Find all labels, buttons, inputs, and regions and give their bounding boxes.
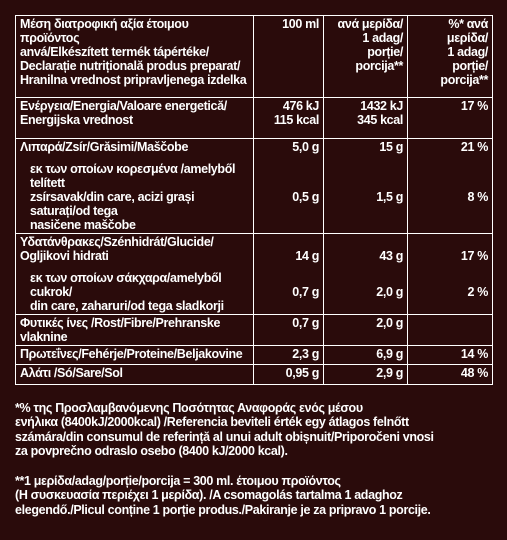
reference-intake-cell [408, 98, 493, 139]
nutrient-value: 14 g [295, 249, 319, 263]
header-pct: %* ανά μερίδα/ 1 adag/ porție/ porcija** [440, 17, 488, 87]
nutrient-value: 43 g [379, 249, 403, 263]
per-serving-cell [324, 234, 408, 315]
per100-cell [254, 346, 324, 365]
nutrient-value: 476 kJ [282, 99, 319, 113]
nutrient-row-fat [16, 139, 493, 234]
header-pct-cell [408, 16, 493, 98]
nutrient-value: 2,9 g [376, 366, 403, 380]
per100-cell [254, 234, 324, 315]
per100-cell [254, 315, 324, 346]
footer-note-reference-intake: *% της Προσλαμβανόμενης Ποσότητας Αναφοράς ενός μέσου ενήλικα (8400kJ/2000kcal) /Referencia beviteli érték egy átlagos felnőtt számára/din consumul de referință al unui adult obișnuit/Priporočeni vnosi za povprečno odraslo osebo (8400 kJ/2000 kcal). [15, 400, 434, 459]
header-per100: 100 ml [282, 17, 319, 31]
reference-intake-cell [408, 139, 493, 234]
header-name-cell [16, 16, 254, 98]
nutrient-row-protein [16, 346, 493, 365]
nutrient-label: Υδατάνθρακες/Szénhidrát/Glucide/ Ogljikovi hidrati [20, 235, 214, 263]
row-gap [258, 263, 319, 271]
per-serving-cell [324, 346, 408, 365]
nutrient-row-carbs [16, 234, 493, 315]
nutrient-row-salt [16, 365, 493, 385]
nutrient-row-energy [16, 98, 493, 139]
per100-cell [254, 365, 324, 385]
nutrient-label: Αλάτι /Só/Sare/Sol [20, 366, 123, 380]
nutrient-value: 1,5 g [376, 190, 403, 204]
nutrient-label: Energijska vrednost [20, 113, 133, 127]
reference-intake-cell [408, 365, 493, 385]
nutrient-value: 1432 kJ [360, 99, 403, 113]
row-gap [412, 263, 488, 271]
header-per100-cell [254, 16, 324, 98]
per-serving-cell [324, 98, 408, 139]
row-gap [412, 154, 488, 162]
header-serving-cell [324, 16, 408, 98]
nutrient-value: 0,95 g [285, 366, 319, 380]
nutrient-value: 5,0 g [292, 140, 319, 154]
header-serving: ανά μερίδα/ 1 adag/ porție/ porcija** [337, 17, 403, 73]
nutrient-value: 6,9 g [376, 347, 403, 361]
nutrient-row-fibre [16, 315, 493, 346]
header-row [16, 16, 493, 98]
footer-notes [15, 386, 495, 532]
nutrient-label: εκ των οποίων σάκχαρα/amelyből cukrok/ din care, zaharuri/od tega sladkorji [30, 271, 224, 313]
nutrient-value: 17 % [460, 249, 488, 263]
footer-note-serving-size: **1 μερίδα/adag/porție/porcija = 300 ml. έτοιμου προϊόντος (Η συσκευασία περιέχει 1 μερίδα). /A csomagolás tartalma 1 adaghoz elegendő./Plicul conține 1 porție produs./Pakiranje je za pripravo 1 porcije. [15, 473, 431, 517]
nutrient-value: 14 % [460, 347, 488, 361]
nutrient-value: 345 kcal [357, 113, 403, 127]
row-gap [328, 154, 403, 162]
nutrient-value: 15 g [379, 140, 403, 154]
reference-intake-cell [408, 315, 493, 346]
nutrient-value: 17 % [460, 99, 488, 113]
nutrient-value: 2,3 g [292, 347, 319, 361]
nutrient-name-cell [16, 234, 254, 315]
per100-cell [254, 139, 324, 234]
nutrition-table [15, 15, 493, 385]
nutrient-value: 0,7 g [292, 316, 319, 330]
per-serving-cell [324, 365, 408, 385]
row-gap [258, 154, 319, 162]
nutrient-name-cell [16, 98, 254, 139]
nutrient-value: 8 % [467, 190, 488, 204]
nutrient-value: 0,7 g [292, 285, 319, 299]
nutrient-value: 21 % [460, 140, 488, 154]
nutrient-value: 2 % [467, 285, 488, 299]
reference-intake-cell [408, 234, 493, 315]
nutrient-label: Φυτικές ίνες /Rost/Fibre/Prehranske vlaknine [20, 316, 221, 344]
per100-cell [254, 98, 324, 139]
nutrient-value: 0,5 g [292, 190, 319, 204]
nutrient-value: 2,0 g [376, 285, 403, 299]
per-serving-cell [324, 315, 408, 346]
nutrient-value: 48 % [460, 366, 488, 380]
reference-intake-cell [408, 346, 493, 365]
nutrient-label: Πρωτεΐνες/Fehérje/Proteine/Beljakovine [20, 347, 243, 361]
per-serving-cell [324, 139, 408, 234]
nutrient-label: Ενέργεια/Energia/Valoare energetică/ [20, 99, 227, 113]
row-gap [20, 154, 249, 162]
nutrient-name-cell [16, 315, 254, 346]
nutrient-label: εκ των οποίων κορεσμένα /amelyből telített zsírsavak/din care, acizi grași saturați/od tega nasičene maščobe [30, 162, 236, 232]
row-gap [328, 263, 403, 271]
nutrient-name-cell [16, 346, 254, 365]
nutrient-name-cell [16, 139, 254, 234]
nutrient-name-cell [16, 365, 254, 385]
nutrient-value: 2,0 g [376, 316, 403, 330]
nutrient-label: Λιπαρά/Zsír/Grăsimi/Maščobe [20, 140, 189, 154]
header-name: Μέση διατροφική αξία έτοιμου προϊόντος anvá/Elkészített termék tápértéke/ Declarație nutrițională produs preparat/ Hranilna vrednost pripravljenega izdelka [20, 17, 247, 87]
row-gap [20, 263, 249, 271]
nutrient-value: 115 kcal [273, 113, 319, 127]
